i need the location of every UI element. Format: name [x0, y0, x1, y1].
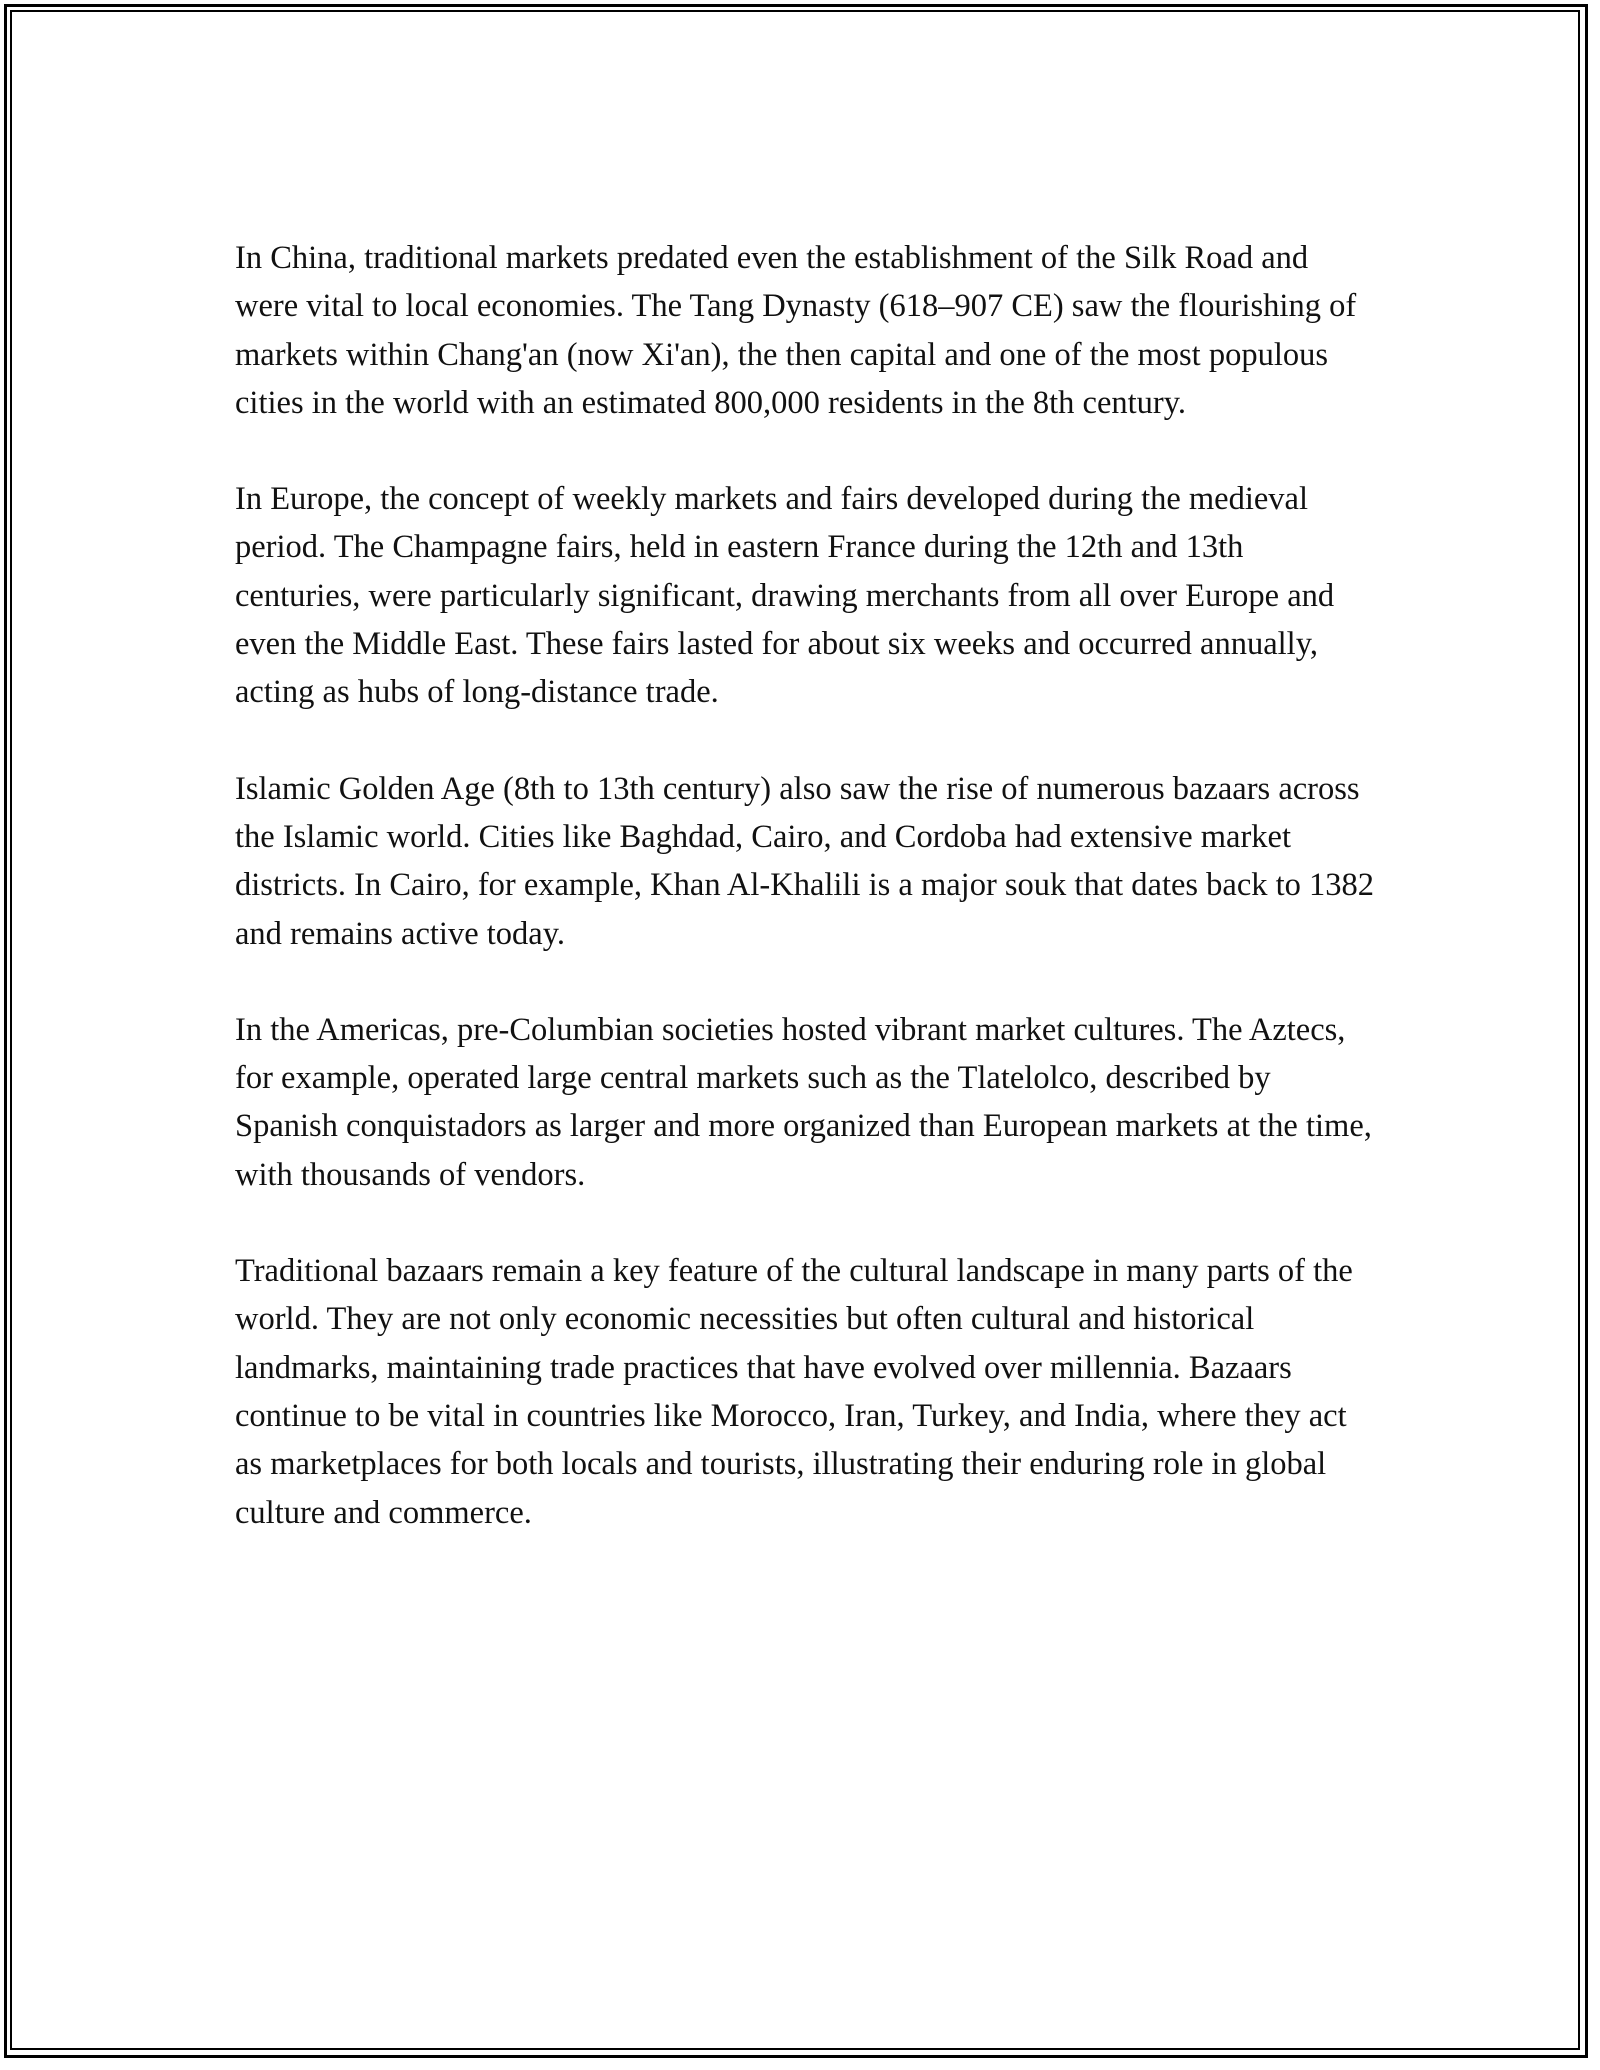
paragraph-traditional-bazaars: Traditional bazaars remain a key feature of the cultural landscape in many parts of the world. They are not only economic necessities but often cultural and historical landmarks, maintaining trade practices that have evolved over millennia. Bazaars continue to be vital in countries like Morocco, Iran, Turkey, and India, where they act as marketplaces for both locals and tourists, illustrating their enduring role in global culture and commerce.: [235, 1253, 1353, 1531]
document-body: [235, 234, 1375, 1585]
paragraph-europe-fairs: In Europe, the concept of weekly markets and fairs developed during the medieval period. The Champagne fairs, held in eastern France during the 12th and 13th centuries, were particularly significant, drawing merchants from all over Europe and even the Middle East. These fairs lasted for about six weeks and occurred annually, acting as hubs of long-distance trade.: [235, 481, 1335, 711]
paragraph-china-markets: In China, traditional markets predated even the establishment of the Silk Road and were vital to local economies. The Tang Dynasty (618–907 CE) saw the flourishing of markets within Chang'an (now Xi'an), the then capital and one of the most populous cities in the world with an estimated 800,000 residents in the 8th century.: [235, 240, 1357, 421]
paragraph-americas-markets: In the Americas, pre-Columbian societies hosted vibrant market cultures. The Aztecs, for example, operated large central markets such as the Tlatelolco, described by Spanish conquistadors as larger and more organized than European markets at the time, with thousands of vendors.: [235, 1011, 1372, 1193]
paragraph-islamic-bazaars: Islamic Golden Age (8th to 13th century) also saw the rise of numerous bazaars across the Islamic world. Cities like Baghdad, Cairo, and Cordoba had extensive market districts. In Cairo, for example, Khan Al-Khalili is a major souk that dates back to 1382 and remains active today.: [235, 770, 1375, 952]
